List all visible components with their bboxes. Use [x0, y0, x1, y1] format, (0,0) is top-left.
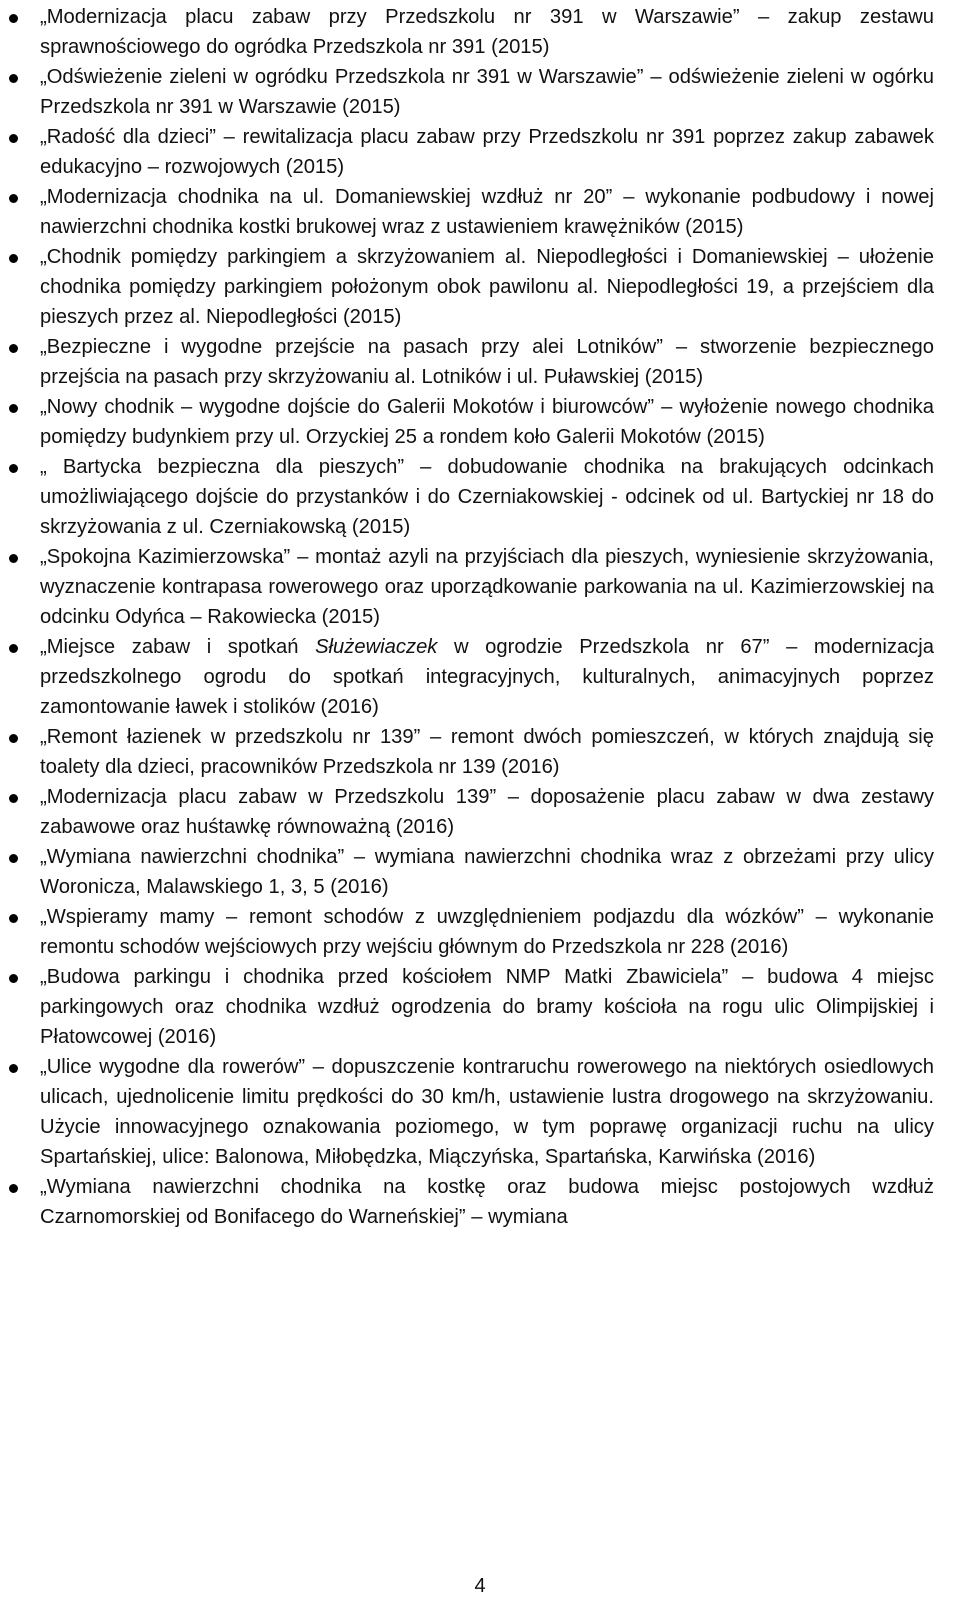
list-item [40, 842, 934, 902]
bullet-icon [9, 134, 18, 143]
bullet-icon [9, 404, 18, 413]
list-item [40, 392, 934, 452]
list-item [40, 1172, 934, 1232]
bullet-icon [9, 74, 18, 83]
list-item [40, 332, 934, 392]
project-list [40, 2, 934, 1232]
list-item-text: „Wspieramy mamy – remont schodów z uwzględnieniem podjazdu dla wózków” – wykonanie remontu schodów wejściowych przy wejściu głównym do Przedszkola nr 228 (2016) [40, 906, 934, 958]
bullet-icon [9, 554, 18, 563]
bullet-icon [9, 794, 18, 803]
list-item [40, 542, 934, 632]
bullet-icon [9, 914, 18, 923]
list-item-text: „Chodnik pomiędzy parkingiem a skrzyżowaniem al. Niepodległości i Domaniewskiej – ułożenie chodnika pomiędzy parkingiem położonym obok pawilonu al. Niepodległości 19, a przejściem dla pieszych przez al. Niepodległości (2015) [40, 246, 934, 328]
list-item-text-start: „Miejsce zabaw i spotkań [40, 636, 316, 658]
list-item [40, 182, 934, 242]
bullet-icon [9, 464, 18, 473]
bullet-icon [9, 854, 18, 863]
page-number: 4 [474, 1575, 486, 1597]
list-item-text: „Wymiana nawierzchni chodnika na kostkę oraz budowa miejsc postojowych wzdłuż Czarnomorskiej od Bonifacego do Warneńskiej” – wymiana [40, 1176, 934, 1228]
list-item-text: „Modernizacja placu zabaw w Przedszkolu 139” – doposażenie placu zabaw w dwa zestawy zabawowe oraz huśtawkę równoważną (2016) [40, 786, 934, 838]
list-item-text: „Wymiana nawierzchni chodnika” – wymiana nawierzchni chodnika wraz z obrzeżami przy ulicy Woronicza, Malawskiego 1, 3, 5 (2016) [40, 846, 934, 898]
list-item-text: „Modernizacja chodnika na ul. Domaniewskiej wzdłuż nr 20” – wykonanie podbudowy i nowej nawierzchni chodnika kostki brukowej wraz z ustawieniem krawężników (2015) [40, 186, 934, 238]
list-item-text: „Odświeżenie zieleni w ogródku Przedszkola nr 391 w Warszawie” – odświeżenie zieleni w ogórku Przedszkola nr 391 w Warszawie (2015) [40, 66, 934, 118]
list-item [40, 242, 934, 332]
bullet-icon [9, 14, 18, 23]
list-item-text: „Nowy chodnik – wygodne dojście do Galerii Mokotów i biurowców” – wyłożenie nowego chodnika pomiędzy budynkiem przy ul. Orzyckiej 25 a rondem koło Galerii Mokotów (2015) [40, 396, 934, 448]
list-item-text-end: w ogrodzie Przedszkola nr 67” – modernizacja przedszkolnego ogrodu do spotkań integracyjnych, kulturalnych, animacyjnych poprzez zamontowanie ławek i stolików (2016) [40, 636, 934, 718]
bullet-icon [9, 254, 18, 263]
list-item-text: „Bezpieczne i wygodne przejście na pasach przy alei Lotników” – stworzenie bezpiecznego przejścia na pasach przy skrzyżowaniu al. Lotników i ul. Puławskiej (2015) [40, 336, 934, 388]
list-item [40, 902, 934, 962]
list-item-text: „Spokojna Kazimierzowska” – montaż azyli na przyjściach dla pieszych, wyniesienie skrzyżowania, wyznaczenie kontrapasa rowerowego oraz uporządkowanie parkowania na ul. Kazimierzowskiej na odcinku Odyńca – Rakowiecka (2015) [40, 546, 934, 628]
bullet-icon [9, 344, 18, 353]
list-item [40, 1052, 934, 1172]
list-item-text: „Ulice wygodne dla rowerów” – dopuszczenie kontraruchu rowerowego na niektórych osiedlowych ulicach, ujednolicenie limitu prędkości do 30 km/h, ustawienie lustra drogowego na skrzyżowaniu. Użycie innowacyjnego oznakowania poziomego, w tym poprawę organizacji ruchu na ulicy Spartańskiej, ulice: Balonowa, Miłobędzka, Miączyńska, Spartańska, Karwińska (2016) [40, 1056, 934, 1168]
bullet-icon [9, 734, 18, 743]
bullet-icon [9, 1064, 18, 1073]
list-item [40, 452, 934, 542]
list-item-text: „Modernizacja placu zabaw przy Przedszkolu nr 391 w Warszawie” – zakup zestawu sprawnościowego do ogródka Przedszkola nr 391 (2015) [40, 6, 934, 58]
list-item [40, 962, 934, 1052]
bullet-icon [9, 1184, 18, 1193]
list-item-text: „Remont łazienek w przedszkolu nr 139” – remont dwóch pomieszczeń, w których znajdują się toalety dla dzieci, pracowników Przedszkola nr 139 (2016) [40, 726, 934, 778]
list-item [40, 722, 934, 782]
list-item [40, 782, 934, 842]
list-item [40, 632, 934, 722]
bullet-icon [9, 644, 18, 653]
bullet-icon [9, 194, 18, 203]
list-item-text-italic: Służewiaczek [315, 636, 438, 658]
list-item [40, 2, 934, 62]
list-item [40, 62, 934, 122]
list-item-text: „ Bartycka bezpieczna dla pieszych” – dobudowanie chodnika na brakujących odcinkach umożliwiającego dojście do przystanków i do Czerniakowskiej - odcinek od ul. Bartyckiej nr 18 do skrzyżowania z ul. Czerniakowską (2015) [40, 456, 934, 538]
list-item-text: „Radość dla dzieci” – rewitalizacja placu zabaw przy Przedszkolu nr 391 poprzez zakup zabawek edukacyjno – rozwojowych (2015) [40, 126, 934, 178]
list-item [40, 122, 934, 182]
bullet-icon [9, 974, 18, 983]
list-item-text: „Budowa parkingu i chodnika przed kościołem NMP Matki Zbawiciela” – budowa 4 miejsc parkingowych oraz chodnika wzdłuż ogrodzenia do bramy kościoła na rogu ulic Olimpijskiej i Płatowcowej (2016) [40, 966, 934, 1048]
